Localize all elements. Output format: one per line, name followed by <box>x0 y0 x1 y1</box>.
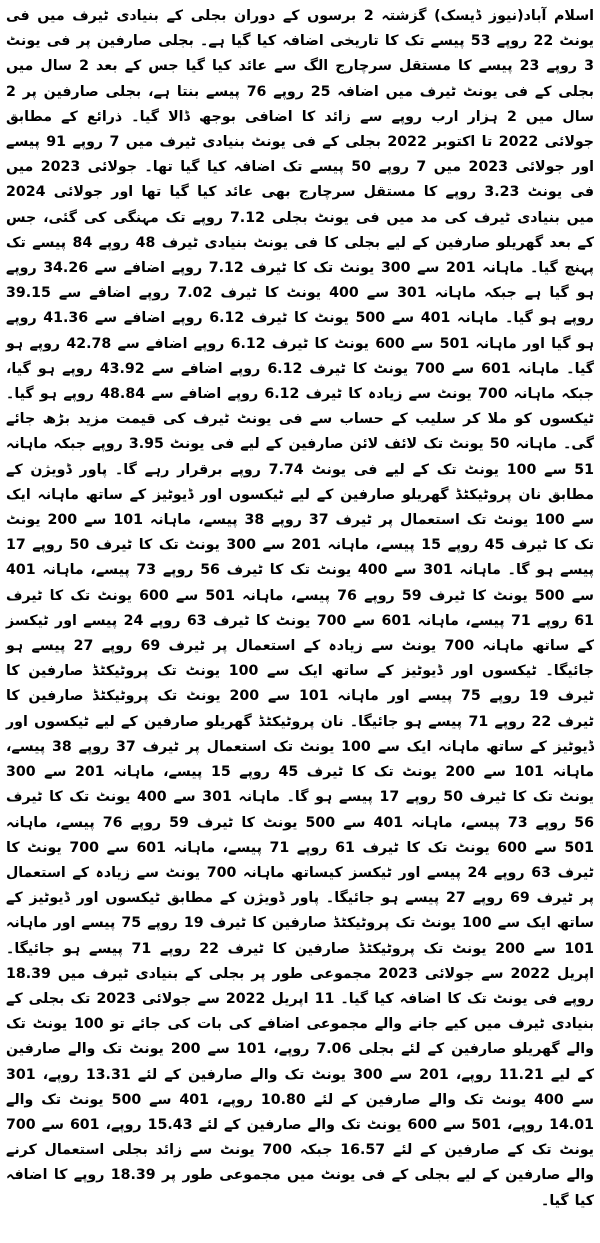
article-body-paragraph: اسلام آباد(نیوز ڈیسک) گزشتہ 2 برسوں کے دوران بجلی کے بنیادی ٹیرف میں فی یونٹ 22 روپے 53 پیسے تک کا تاریخی اضافہ کیا گیا ہے۔ بجلی صارفین پر فی یونٹ 3 روپے 23 پیسے کا مستقل سرچارج الگ سے عائد کیا گیا جس کے بعد 2 سال میں بجلی کے فی یونٹ ٹیرف میں اضافہ 25 روپے 76 پیسے بنتا ہے، بجلی صارفین پر 2 سال میں 2 ہزار ارب روپے سے زائد کا اضافی بوجھ ڈالا گیا۔ ذرائع کے مطابق جولائی 2022 تا اکتوبر 2022 بجلی کے فی یونٹ بنیادی ٹیرف میں 7 روپے 91 پیسے اور جولائی 2023 میں 7 روپے 50 پیسے تک اضافہ کیا گیا تھا۔ جولائی 2023 میں فی یونٹ 3.23 روپے کا مستقل سرچارج بھی عائد کیا گیا تھا اور جولائی 2024 میں بنیادی ٹیرف کی مد میں فی یونٹ بجلی 7.12 روپے تک مہنگی کی گئی، جس کے بعد گھریلو صارفین کے لیے بجلی کا فی یونٹ بنیادی ٹیرف 48 روپے 84 پیسے تک پہنچ گیا۔ ماہانہ 201 سے 300 یونٹ تک کا ٹیرف 7.12 روپے اضافے سے 34.26 روپے ہو گیا ہے جبکہ ماہانہ 301 سے 400 یونٹ کا ٹیرف 7.02 روپے اضافے سے 39.15 روپے ہو گیا۔ ماہانہ 401 سے 500 یونٹ کا ٹیرف 6.12 روپے اضافے سے 41.36 روپے ہو گیا اور ماہانہ 501 سے 600 یونٹ کا ٹیرف 6.12 روپے اضافے سے 42.78 روپے ہو گیا۔ ماہانہ 601 سے 700 یونٹ کا ٹیرف 6.12 روپے اضافے سے 43.92 روپے ہو گیا، جبکہ ماہانہ 700 یونٹ سے زیادہ کا ٹیرف 6.12 روپے اضافے سے 48.84 روپے ہو گیا۔ ٹیکسوں کو ملا کر سلیب کے حساب سے فی یونٹ ٹیرف کی قیمت مزید بڑھ جائے گی۔ ماہانہ 50 یونٹ تک لائف لائن صارفین کے لیے فی یونٹ 3.95 روپے جبکہ ماہانہ 51 سے 100 یونٹ تک کے لیے فی یونٹ 7.74 روپے برقرار رہے گا۔ پاور ڈویژن کے مطابق نان پروٹیکٹڈ گھریلو صارفین کے لیے ٹیکسوں اور ڈیوٹیز کے ساتھ ماہانہ ایک سے 100 یونٹ تک استعمال پر ٹیرف 37 روپے 38 پیسے، ماہانہ 101 سے 200 یونٹ تک کا ٹیرف 45 روپے 15 پیسے، ماہانہ 201 سے 300 یونٹ تک کا ٹیرف 50 روپے 17 پیسے ہو گا۔ ماہانہ 301 سے 400 یونٹ تک کا ٹیرف 56 روپے 73 پیسے، ماہانہ 401 سے 500 یونٹ کا ٹیرف 59 روپے 76 پیسے، ماہانہ 501 سے 600 یونٹ تک کا ٹیرف 61 روپے 71 پیسے، ماہانہ 601 سے 700 یونٹ کا ٹیرف 63 روپے 24 پیسے اور ٹیکسز کے ساتھ ماہانہ 700 یونٹ سے زیادہ کے استعمال پر ٹیرف 69 روپے 27 پیسے ہو جائیگا۔ ٹیکسوں اور ڈیوٹیز کے ساتھ ایک سے 100 یونٹ تک پروٹیکٹڈ صارفین کا ٹیرف 19 روپے 75 پیسے اور ماہانہ 101 سے 200 یونٹ تک پروٹیکٹڈ صارفین کا ٹیرف 22 روپے 71 پیسے ہو جائیگا۔ نان پروٹیکٹڈ گھریلو صارفین کے لیے ٹیکسوں اور ڈیوٹیز کے ساتھ ماہانہ ایک سے 100 یونٹ تک استعمال پر ٹیرف 37 روپے 38 پیسے، ماہانہ 101 سے 200 یونٹ تک کا ٹیرف 45 روپے 15 پیسے، ماہانہ 201 سے 300 یونٹ تک کا ٹیرف 50 روپے 17 پیسے ہو گا۔ ماہانہ 301 سے 400 یونٹ تک کا ٹیرف 56 روپے 73 پیسے، ماہانہ 401 سے 500 یونٹ کا ٹیرف 59 روپے 76 پیسے، ماہانہ 501 سے 600 یونٹ تک کا ٹیرف 61 روپے 71 پیسے، ماہانہ 601 سے 700 یونٹ کا ٹیرف 63 روپے 24 پیسے اور ٹیکسز کیساتھ ماہانہ 700 یونٹ سے زیادہ کے استعمال پر ٹیرف 69 روپے 27 پیسے ہو جائیگا۔ پاور ڈویژن کے مطابق ٹیکسوں اور ڈیوٹیز کے ساتھ ایک سے 100 یونٹ تک پروٹیکٹڈ صارفین کا ٹیرف 19 روپے 75 پیسے اور ماہانہ 101 سے 200 یونٹ تک پروٹیکٹڈ صارفین کا ٹیرف 22 روپے 71 پیسے ہو جائیگا۔ اپریل 2022 سے جولائی 2023 مجموعی طور پر بجلی کے بنیادی ٹیرف میں 18.39 روپے فی یونٹ تک کا اضافہ کیا گیا۔ 11 اپریل 2022 سے جولائی 2023 تک بجلی کے بنیادی ٹیرف میں کیے جانے والے مجموعی اضافے کی بات کی جائے تو 100 یونٹ تک والے گھریلو صارفین کے لئے بجلی 7.06 روپے، 101 سے 200 یونٹ تک والے صارفین کے لیے 11.21 روپے، 201 سے 300 یونٹ تک والے صارفین کے لئے 13.31 روپے، 301 سے 400 یونٹ تک والے صارفین کے لئے 10.80 روپے، 401 سے 500 یونٹ تک والے 14.01 روپے، 501 سے 600 یونٹ تک والے صارفین کے لئے 15.43 روپے، 601 سے 700 یونٹ تک کے صارفین کے لئے 16.57 جبکہ 700 یونٹ سے زائد بجلی استعمال کرنے والے صارفین کے لیے بجلی کے فی یونٹ میں مجموعی طور پر 18.39 روپے کا اضافہ کیا گیا۔ <box>6 8 595 1209</box>
